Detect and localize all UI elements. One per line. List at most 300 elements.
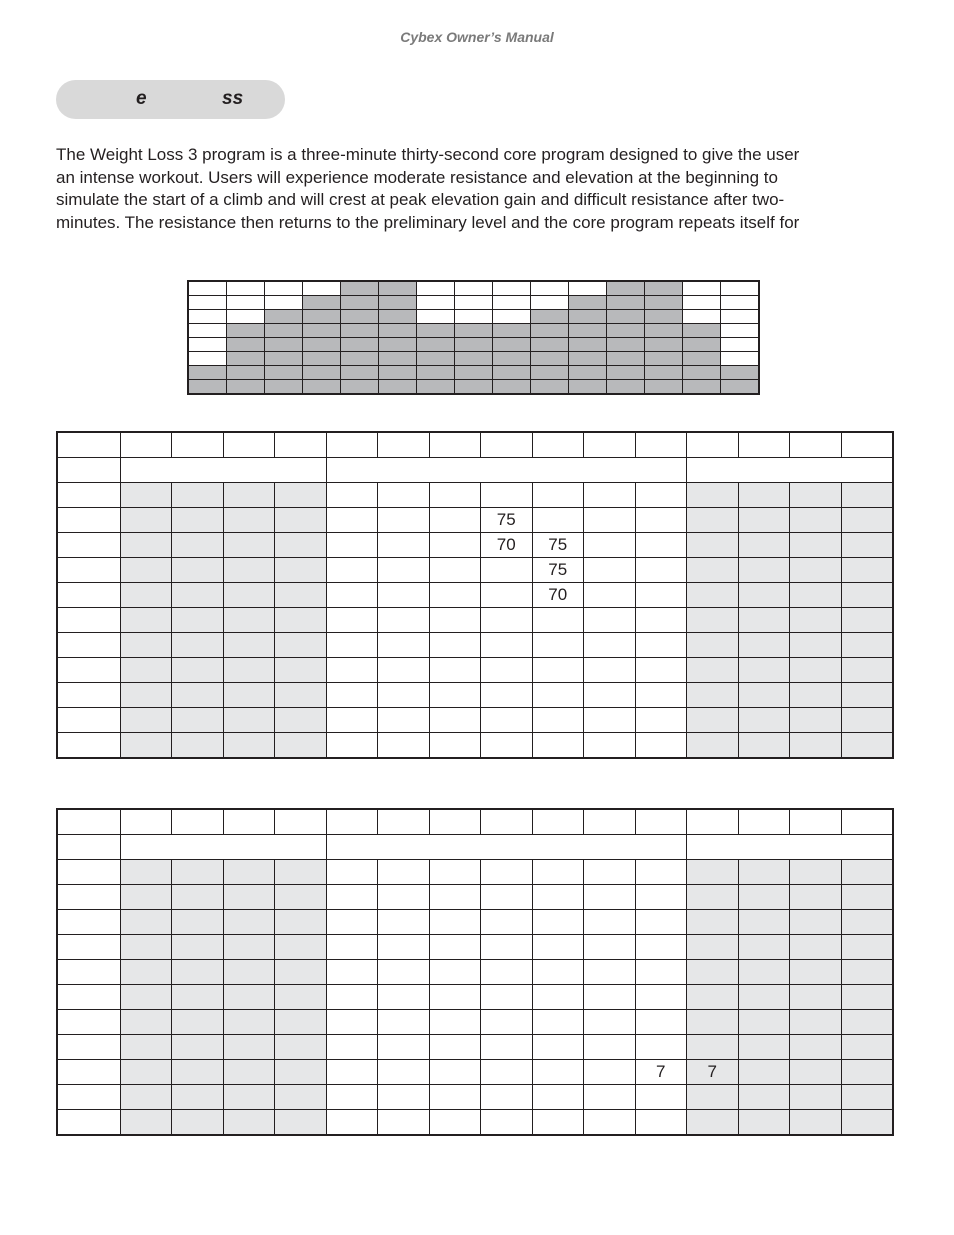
table-cell <box>841 985 893 1010</box>
table-cell <box>738 910 790 935</box>
table-cell <box>687 910 739 935</box>
table-cell <box>429 558 481 583</box>
profile-cell <box>417 324 455 338</box>
table-cell <box>120 1060 172 1085</box>
table-cell <box>687 860 739 885</box>
value-cell: 75 <box>532 533 584 558</box>
table-cell <box>326 558 378 583</box>
table-cell <box>326 583 378 608</box>
table-cell <box>275 508 327 533</box>
table-cell <box>738 935 790 960</box>
value-cell: 7 <box>687 1060 739 1085</box>
table-cell <box>326 483 378 508</box>
table-cell <box>532 508 584 533</box>
table-cell <box>429 935 481 960</box>
table-cell <box>223 1085 275 1110</box>
table-cell <box>738 533 790 558</box>
table-cell <box>738 658 790 683</box>
table-cell <box>275 1110 327 1136</box>
profile-cell <box>493 338 531 352</box>
profile-cell <box>683 380 721 395</box>
segment-header-cell <box>57 835 120 860</box>
table-cell <box>481 910 533 935</box>
profile-cell <box>455 281 493 296</box>
table-cell <box>738 708 790 733</box>
table-cell <box>275 1060 327 1085</box>
table-cell <box>429 658 481 683</box>
profile-cell <box>341 366 379 380</box>
profile-cell <box>265 296 303 310</box>
segment-header-cell <box>120 458 326 483</box>
table-cell <box>120 583 172 608</box>
table-cell <box>687 608 739 633</box>
table-cell <box>790 1060 842 1085</box>
table-cell <box>738 633 790 658</box>
profile-cell <box>417 338 455 352</box>
table-cell <box>841 809 893 835</box>
table-cell <box>635 1035 687 1060</box>
table-cell <box>120 985 172 1010</box>
value-cell: 75 <box>481 508 533 533</box>
table-cell <box>378 483 430 508</box>
table-cell <box>172 508 224 533</box>
profile-cell <box>303 380 341 395</box>
table-cell <box>584 658 636 683</box>
table-cell <box>120 960 172 985</box>
profile-cell <box>455 296 493 310</box>
profile-cell <box>455 380 493 395</box>
description-line: minutes. The resistance then returns to the preliminary level and the core program repeats itself for <box>56 212 800 232</box>
profile-cell <box>645 366 683 380</box>
table-cell <box>481 658 533 683</box>
table-cell <box>120 658 172 683</box>
row-label-cell <box>57 508 120 533</box>
profile-cell <box>645 296 683 310</box>
table-cell <box>841 608 893 633</box>
profile-cell <box>379 324 417 338</box>
profile-cell <box>645 352 683 366</box>
profile-cell <box>417 310 455 324</box>
table-cell <box>120 935 172 960</box>
table-cell <box>790 885 842 910</box>
table-cell <box>687 432 739 458</box>
table-cell <box>687 885 739 910</box>
table-cell <box>841 1085 893 1110</box>
table-cell <box>841 658 893 683</box>
table-cell <box>326 733 378 759</box>
table-cell <box>635 533 687 558</box>
profile-cell <box>531 338 569 352</box>
profile-cell <box>569 380 607 395</box>
table-cell <box>223 533 275 558</box>
table-cell <box>378 508 430 533</box>
segment-header-cell <box>120 835 326 860</box>
profile-cell <box>188 324 227 338</box>
table-cell <box>275 533 327 558</box>
table-cell <box>172 483 224 508</box>
table-cell <box>841 910 893 935</box>
table-cell <box>790 558 842 583</box>
table-cell <box>481 708 533 733</box>
table-cell <box>172 633 224 658</box>
profile-cell <box>531 380 569 395</box>
table-cell <box>120 533 172 558</box>
value-cell: 70 <box>481 533 533 558</box>
profile-cell <box>379 366 417 380</box>
table-cell <box>790 708 842 733</box>
table-cell <box>429 432 481 458</box>
profile-cell <box>607 324 645 338</box>
table-cell <box>172 935 224 960</box>
table-cell <box>584 910 636 935</box>
table-cell <box>841 885 893 910</box>
table-cell <box>172 809 224 835</box>
table-cell <box>172 1085 224 1110</box>
table-cell <box>172 1035 224 1060</box>
table-cell <box>326 1085 378 1110</box>
table-cell <box>635 935 687 960</box>
table-cell <box>378 708 430 733</box>
table-cell <box>429 885 481 910</box>
table-cell <box>326 885 378 910</box>
profile-cell <box>417 380 455 395</box>
profile-cell <box>188 310 227 324</box>
table-cell <box>275 935 327 960</box>
profile-cell <box>721 338 760 352</box>
table-cell <box>687 533 739 558</box>
running-header: Cybex Owner’s Manual <box>400 29 554 45</box>
value-cell: 75 <box>532 558 584 583</box>
profile-cell <box>569 338 607 352</box>
table-cell <box>172 960 224 985</box>
profile-cell <box>379 310 417 324</box>
segment-header-cell <box>687 835 893 860</box>
profile-cell <box>531 366 569 380</box>
profile-cell <box>265 380 303 395</box>
row-label-cell <box>57 910 120 935</box>
table-cell <box>635 708 687 733</box>
profile-cell <box>607 310 645 324</box>
table-cell <box>429 1060 481 1085</box>
table-cell <box>532 885 584 910</box>
table-cell <box>326 935 378 960</box>
table-cell <box>378 583 430 608</box>
table-cell <box>378 985 430 1010</box>
row-label-cell <box>57 608 120 633</box>
table-cell <box>738 558 790 583</box>
table-cell <box>429 910 481 935</box>
table-cell <box>378 910 430 935</box>
table-cell <box>532 1060 584 1085</box>
profile-cell <box>303 310 341 324</box>
table-cell <box>532 733 584 759</box>
profile-cell <box>455 310 493 324</box>
profile-cell <box>265 324 303 338</box>
profile-cell <box>683 324 721 338</box>
profile-cell <box>341 338 379 352</box>
table-cell <box>584 935 636 960</box>
profile-cell <box>417 366 455 380</box>
table-cell <box>790 860 842 885</box>
profile-cell <box>188 338 227 352</box>
table-cell <box>120 708 172 733</box>
table-cell <box>275 885 327 910</box>
table-cell <box>378 1085 430 1110</box>
table-cell <box>378 533 430 558</box>
table-cell <box>635 683 687 708</box>
table-cell <box>532 1035 584 1060</box>
table-cell <box>223 860 275 885</box>
profile-cell <box>265 310 303 324</box>
table-cell <box>120 910 172 935</box>
table-cell <box>172 910 224 935</box>
table-cell <box>584 583 636 608</box>
table-cell <box>841 533 893 558</box>
row-label-cell <box>57 1060 120 1085</box>
table-cell <box>584 1035 636 1060</box>
table-cell <box>223 809 275 835</box>
table-cell <box>326 708 378 733</box>
table-cell <box>532 1085 584 1110</box>
table-cell <box>584 985 636 1010</box>
row-label-cell <box>57 708 120 733</box>
table-cell <box>429 508 481 533</box>
profile-cell <box>303 338 341 352</box>
table-cell <box>326 1060 378 1085</box>
row-label-cell <box>57 733 120 759</box>
profile-cell <box>721 281 760 296</box>
table-cell <box>687 508 739 533</box>
table-cell <box>790 985 842 1010</box>
table-cell <box>326 633 378 658</box>
table-cell <box>532 658 584 683</box>
table-cell <box>120 483 172 508</box>
table-cell <box>429 985 481 1010</box>
table-cell <box>481 935 533 960</box>
table-cell <box>841 432 893 458</box>
table-cell <box>635 885 687 910</box>
row-label-cell <box>57 885 120 910</box>
profile-cell <box>379 338 417 352</box>
table-cell <box>275 608 327 633</box>
table-cell <box>275 483 327 508</box>
profile-cell <box>531 296 569 310</box>
profile-cell <box>607 338 645 352</box>
table-cell <box>687 809 739 835</box>
table-cell <box>172 558 224 583</box>
profile-cell <box>455 352 493 366</box>
table-cell <box>790 960 842 985</box>
table-cell <box>790 583 842 608</box>
table-cell <box>481 633 533 658</box>
table-cell <box>172 1010 224 1035</box>
table-cell <box>378 558 430 583</box>
table-cell <box>326 1035 378 1060</box>
table-cell <box>429 860 481 885</box>
table-cell <box>790 1010 842 1035</box>
table-cell <box>275 1085 327 1110</box>
table-cell <box>326 432 378 458</box>
table-cell <box>635 960 687 985</box>
table-cell <box>687 708 739 733</box>
table-cell <box>532 935 584 960</box>
table-cell <box>172 608 224 633</box>
profile-cell <box>227 296 265 310</box>
table-cell <box>841 633 893 658</box>
table-cell <box>584 683 636 708</box>
profile-cell <box>721 352 760 366</box>
profile-cell <box>341 352 379 366</box>
table-cell <box>584 960 636 985</box>
table-cell <box>120 633 172 658</box>
table-cell <box>841 558 893 583</box>
table-cell <box>841 1110 893 1136</box>
table-cell <box>687 733 739 759</box>
profile-cell <box>188 281 227 296</box>
row-label-cell <box>57 483 120 508</box>
table-cell <box>223 1035 275 1060</box>
profile-cell <box>341 380 379 395</box>
table-cell <box>738 809 790 835</box>
table-cell <box>687 1110 739 1136</box>
table-cell <box>429 960 481 985</box>
table-cell <box>738 1060 790 1085</box>
row-label-cell <box>57 1010 120 1035</box>
table-cell <box>584 483 636 508</box>
table-cell <box>790 608 842 633</box>
table-cell <box>172 985 224 1010</box>
table-cell <box>172 683 224 708</box>
table-cell <box>223 708 275 733</box>
table-cell <box>378 885 430 910</box>
table-cell <box>738 683 790 708</box>
value-cell: 7 <box>635 1060 687 1085</box>
profile-cell <box>569 366 607 380</box>
table-cell <box>326 683 378 708</box>
profile-cell <box>531 281 569 296</box>
table-cell <box>378 432 430 458</box>
table-cell <box>120 558 172 583</box>
profile-cell <box>341 296 379 310</box>
table-cell <box>326 985 378 1010</box>
table-cell <box>738 733 790 759</box>
table-cell <box>635 1110 687 1136</box>
table-cell <box>223 960 275 985</box>
table-cell <box>481 1035 533 1060</box>
table-cell <box>172 432 224 458</box>
table-cell <box>738 583 790 608</box>
table-cell <box>223 633 275 658</box>
table-cell <box>120 1085 172 1110</box>
table-cell <box>378 633 430 658</box>
profile-cell <box>531 324 569 338</box>
row-label-cell <box>57 1035 120 1060</box>
table-cell <box>429 683 481 708</box>
table-cell <box>326 809 378 835</box>
table-cell <box>738 860 790 885</box>
profile-cell <box>341 281 379 296</box>
table-cell <box>635 910 687 935</box>
table-cell <box>223 432 275 458</box>
table-cell <box>223 1010 275 1035</box>
table-cell <box>481 860 533 885</box>
table-cell <box>738 608 790 633</box>
table-cell <box>635 558 687 583</box>
table-cell <box>326 658 378 683</box>
table-cell <box>275 432 327 458</box>
table-cell <box>378 1060 430 1085</box>
table-cell <box>275 583 327 608</box>
table-cell <box>841 733 893 759</box>
table-cell <box>429 809 481 835</box>
table-cell <box>635 1010 687 1035</box>
profile-cell <box>188 296 227 310</box>
segment-header-cell <box>687 458 893 483</box>
table-cell <box>584 558 636 583</box>
table-cell <box>532 608 584 633</box>
table-cell <box>481 985 533 1010</box>
table-cell <box>584 533 636 558</box>
table-cell <box>275 960 327 985</box>
row-label-cell <box>57 533 120 558</box>
table-cell <box>841 960 893 985</box>
profile-cell <box>417 296 455 310</box>
table-cell <box>378 1035 430 1060</box>
table-cell <box>120 860 172 885</box>
table-cell <box>584 733 636 759</box>
profile-cell <box>645 324 683 338</box>
program-table-2 <box>56 808 894 1136</box>
profile-cell <box>379 352 417 366</box>
table-cell <box>481 1110 533 1136</box>
table-cell <box>738 432 790 458</box>
table-cell <box>635 733 687 759</box>
table-cell <box>429 1035 481 1060</box>
table-cell <box>584 885 636 910</box>
profile-cell <box>683 310 721 324</box>
profile-cell <box>607 380 645 395</box>
row-label-cell <box>57 432 120 458</box>
table-cell <box>687 633 739 658</box>
table-cell <box>841 1035 893 1060</box>
table-cell <box>223 683 275 708</box>
profile-cell <box>303 324 341 338</box>
row-label-cell <box>57 583 120 608</box>
row-label-cell <box>57 633 120 658</box>
table-cell <box>532 809 584 835</box>
profile-cell <box>341 324 379 338</box>
table-cell <box>172 860 224 885</box>
profile-cell <box>417 352 455 366</box>
profile-cell <box>493 352 531 366</box>
profile-cell <box>188 366 227 380</box>
profile-cell <box>455 324 493 338</box>
table-cell <box>275 910 327 935</box>
table-cell <box>275 708 327 733</box>
description-line: The Weight Loss 3 program is a three-minute thirty-second core program designed to give the user <box>56 145 800 164</box>
table-cell <box>223 658 275 683</box>
table-cell <box>378 935 430 960</box>
profile-cell <box>227 352 265 366</box>
row-label-cell <box>57 683 120 708</box>
profile-cell <box>493 324 531 338</box>
table-cell <box>275 733 327 759</box>
profile-cell <box>265 366 303 380</box>
table-cell <box>223 508 275 533</box>
table-cell <box>532 1010 584 1035</box>
table-cell <box>378 733 430 759</box>
table-cell <box>687 683 739 708</box>
